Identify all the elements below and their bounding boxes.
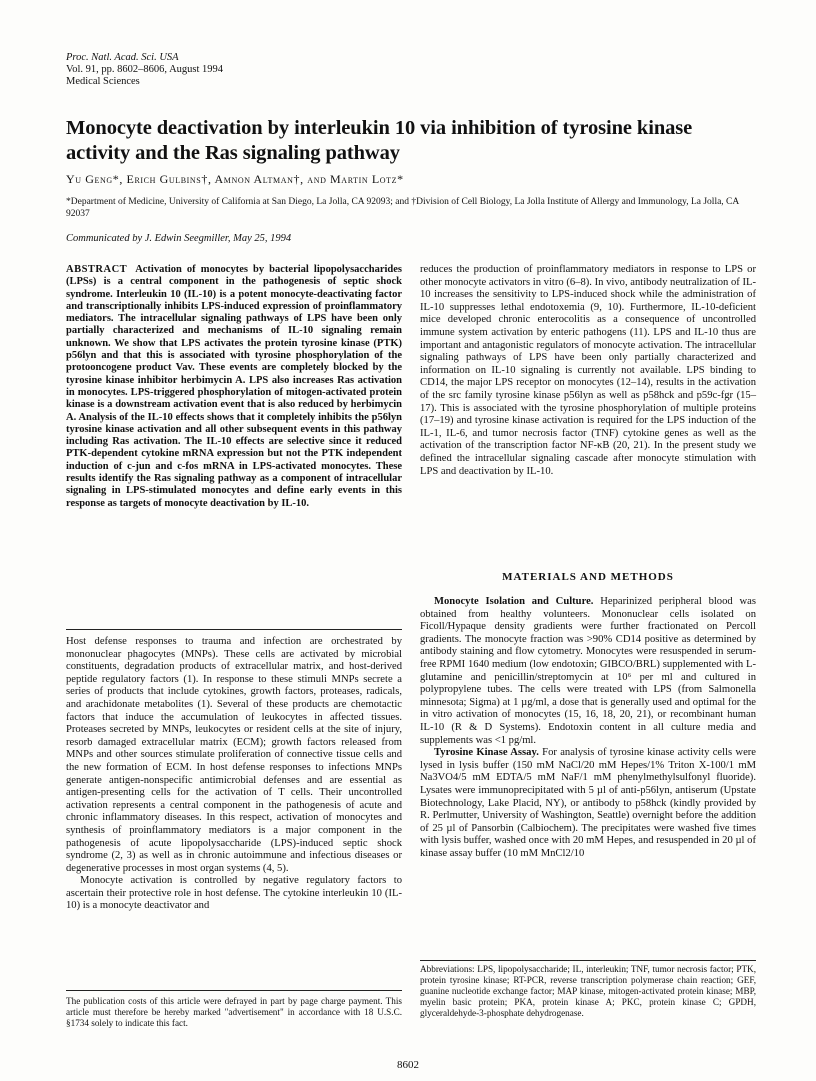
methods-paragraph-text: Heparinized peripheral blood was obtained from healthy volunteers. Mononuclear cells isolated on Ficoll/Hypaque density gradients were further fractionated on Percoll gradients. The monocyte fraction was >90% CD14 positive as determined by antibody staining and flow cytometry. Monocytes were resuspended in serum-free RPMI 1640 medium (low endotoxin; GIBCO/BRL) supplemented with L-glutamine and penicillin/streptomycin at 10⁶ per ml and cultured in polypropylene tubes. The cells were treated with LPS (from Salmonella minnesota; Sigma) at 1 µg/ml, a dose that is generally used and optimal for the in vitro activation of monocytes (15, 16, 18, 20, 21), or recombinant human IL-10 (R & D Systems). Endotoxin content in all culture media and supplements was <1 pg/ml. — [420, 596, 756, 746]
intro-paragraph: Monocyte activation is controlled by negative regulatory factors to ascertain their protective role in host defense. The cytokine interleukin 10 (IL-10) is a monocyte deactivator and — [66, 875, 402, 912]
publication-footnote: The publication costs of this article were defrayed in part by page charge payment. This article must therefore be hereby marked "advertisement" in accordance with 18 U.S.C. §1734 solely to indicate this fact. — [66, 996, 402, 1028]
section-heading: MATERIALS AND METHODS — [502, 571, 674, 583]
subsection-heading: Tyrosine Kinase Assay. — [434, 747, 539, 759]
abbreviations-footnote: Abbreviations: LPS, lipopolysaccharide; IL, interleukin; TNF, tumor necrosis factor; PTK, protein tyrosine kinase; RT-PCR, reverse transcription polymerase chain reaction; GEF, guanine nucleotide exchange factor; MAP kinase, mitogen-activated protein kinase; MBP, myelin basic protein; PKA, protein kinase A; PKC, protein kinase C; GPDH, glyceraldehyde-3-phosphate dehydrogenase. — [420, 964, 756, 1018]
journal-header — [66, 52, 223, 88]
abstract-text: Activation of monocytes by bacterial lipopolysaccharides (LPSs) is a central component in the pathogenesis of septic shock syndrome. Interleukin 10 (IL-10) is a potent monocyte-deactivating factor and transcriptionally inhibits LPS-induced expression of proinflammatory mediators. The intracellular signaling pathways of LPS have been only partially characterized and mechanisms of IL-10 signaling remain unknown. We show that LPS activates the protein tyrosine kinase (PTK) p56lyn and that this is associated with tyrosine phosphorylation of the protooncogene product Vav. These events are completely blocked by the tyrosine kinase inhibitor herbimycin A. LPS also increases Ras activation in monocytes. LPS-triggered phosphorylation of mitogen-activated protein kinase is a downstream activation event that is also reduced by herbimycin A. Analysis of the IL-10 effects shows that it completely inhibits the p56lyn tyrosine kinase activation and all other subsequent events in this pathway including Ras activation. The IL-10 effects are selective since it reduced PTK-dependent cytokine mRNA expression but not the PTK independent induction of c-jun and c-fos mRNA in LPS-activated monocytes. These results identify the Ras signaling pathway as a component of intracellular signaling in LPS-stimulated monocytes and define early events in this response as targets of monocyte deactivation by IL-10. — [66, 264, 402, 509]
footnote-divider — [66, 990, 402, 991]
subsection-heading: Monocyte Isolation and Culture. — [434, 596, 594, 607]
abstract-label: ABSTRACT — [66, 264, 128, 275]
introduction-continued — [420, 264, 756, 478]
journal-section: Medical Sciences — [66, 76, 140, 87]
methods-paragraph — [420, 596, 756, 747]
journal-name: Proc. Natl. Acad. Sci. USA — [66, 52, 179, 63]
article-title: Monocyte deactivation by interleukin 10 via inhibition of tyrosine kinase activity and the Ras signaling pathway — [66, 117, 693, 164]
methods-text — [420, 596, 756, 860]
introduction-text — [66, 636, 402, 913]
abstract-divider — [66, 629, 402, 630]
journal-volume: Vol. 91, pp. 8602–8606, August 1994 — [66, 64, 224, 75]
communicated-by: Communicated by J. Edwin Seegmiller, May 25, 1994 — [66, 233, 292, 244]
abstract — [66, 264, 402, 510]
methods-paragraph — [420, 747, 756, 860]
intro-paragraph: Host defense responses to trauma and infection are orchestrated by mononuclear phagocytes (MNPs). These cells are activated by microbial constituents, degradation products of extracellular matrix, and host-derived peptide regulatory factors (1). In response to these stimuli MNPs secrete a series of products that include cytokines, growth factors, proteases, radicals, and arachidonate metabolites (1). Several of these products are chemotactic factors that induce the accumulation of leukocytes in affected tissues. Proteases secreted by MNPs, leukocytes or resident cells at the site of injury, resorb damaged extracellular matrix (ECM); growth factors released from MNPs and other sources stimulate proliferation of connective tissue cells and the new formation of ECM. In host defense responses to infections MNPs generate antigen-nonspecific antimicrobial defenses and are essential as antigen-presenting cells for the activation of T cells. Their uncontrolled activation represents a central component in the pathogenesis of acute and chronic inflammatory diseases. In this respect, activation of monocytes and synthesis of proinflammatory mediators is a major component in the pathogenesis of acute lipopolysaccharide (LPS)-induced septic shock syndrome (2, 3) as well as in chronic autoimmune and infectious diseases or degenerative processes in most organ systems (4, 5). — [66, 636, 402, 874]
author-list: Yu Geng*, Erich Gulbins†, Amnon Altman†, and Martin Lotz* — [66, 172, 404, 186]
affiliations: *Department of Medicine, University of California at San Diego, La Jolla, CA 92093; and †Division of Cell Biology, La Jolla Institute of Allergy and Immunology, La Jolla, CA 92037 — [66, 197, 739, 219]
page-number: 8602 — [397, 1059, 419, 1071]
abbreviations-divider — [420, 960, 756, 961]
intro-paragraph: reduces the production of proinflammatory mediators in response to LPS or other monocyte activators in vitro (6–8). In vivo, antibody neutralization of IL-10 increases the sensitivity to LPS-induced shock while the administration of IL-10 suppresses lethal endotoxemia (9, 10). Furthermore, IL-10-deficient mice developed chronic enterocolitis as a consequence of uncontrolled immune system activation by enteric pathogens (11). LPS and IL-10 thus are important and antagonistic regulators of monocyte activation. The intracellular signaling pathways of LPS have been only partially characterized and information on IL-10 signaling is currently not available. LPS binding to CD14, the major LPS receptor on monocytes (12–14), results in the activation of the src family tyrosine kinase p56lyn as well as p58hck and p59c-fgr (15–17). This is associated with the tyrosine phosphorylation of multiple proteins (17–19) and tyrosine kinase activation is required for the LPS induction of the IL-1, IL-6, and tumor necrosis factor (TNF) cytokine genes as well as the activation of the transcription factor NF-κB (20, 21). In the present study we defined the intracellular signaling cascade after monocyte stimulation with LPS and deactivation by IL-10. — [420, 264, 756, 477]
methods-paragraph-text: For analysis of tyrosine kinase activity cells were lysed in lysis buffer (150 mM NaCl/20 mM Hepes/1% Triton X-100/1 mM Na3VO4/5 mM EDTA/5 mM NaF/1 mM phenylmethylsulfonyl fluoride). Lysates were immunoprecipitated with 5 µl of anti-p56lyn, antiserum (Upstate Biotechnology, Lake Placid, NY), or antibody to p58hck (kindly provided by R. Perlmutter, University of Washington, Seattle) overnight before the addition of 25 µl of Pansorbin (Calbiochem). The precipitates were washed five times with lysis buffer, washed once with 20 mM Hepes, and resuspended in 20 µl of kinase assay buffer (10 mM MnCl2/10 — [420, 747, 757, 859]
